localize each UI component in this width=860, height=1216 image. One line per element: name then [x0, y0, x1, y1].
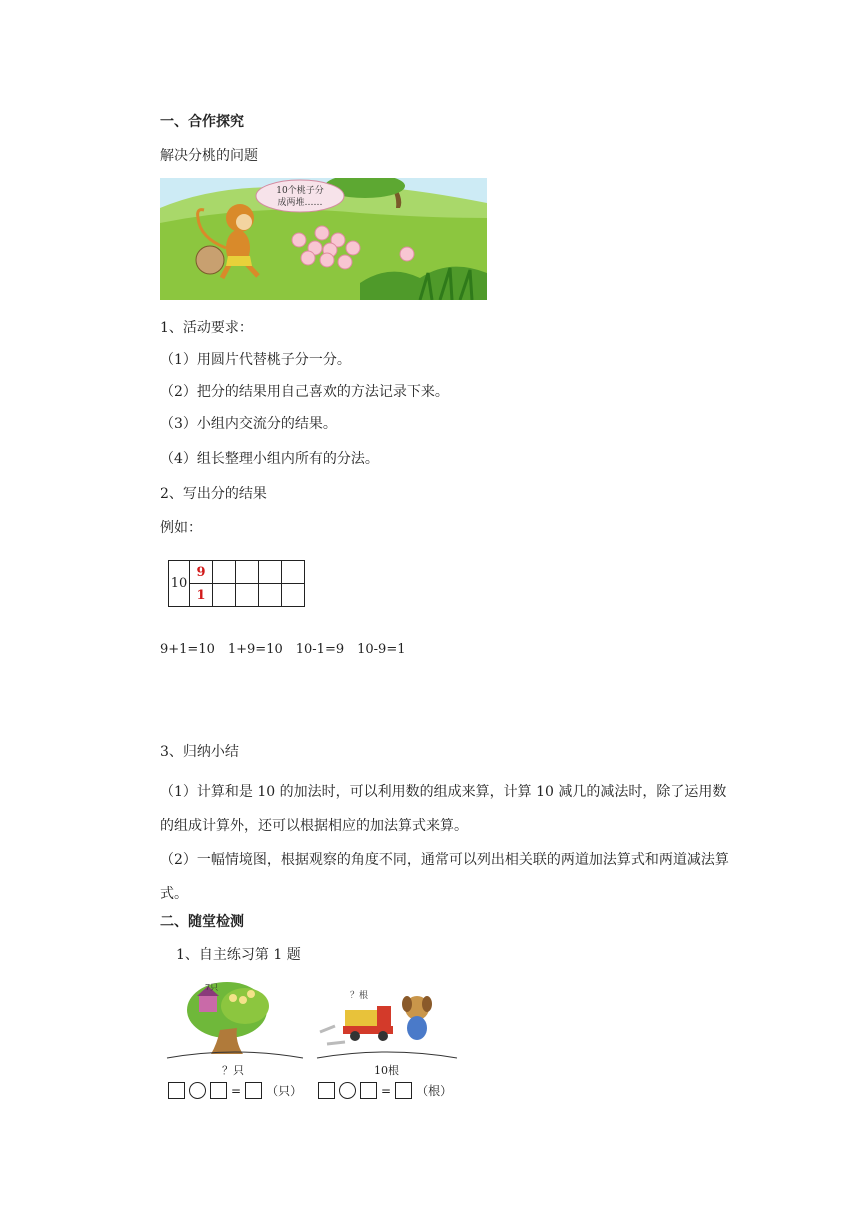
split-empty-cell[interactable]: [236, 584, 259, 607]
number-split-table: [168, 560, 305, 607]
answer-box[interactable]: [395, 1082, 412, 1099]
split-empty-cell[interactable]: [213, 584, 236, 607]
monkey-peach-illustration: [160, 178, 487, 300]
split-empty-cell[interactable]: [259, 584, 282, 607]
activity-item: （2）把分的结果用自己喜欢的方法记录下来。: [160, 384, 449, 400]
answer-box[interactable]: [318, 1082, 335, 1099]
example-label: 例如：: [160, 520, 202, 536]
answer-box[interactable]: [168, 1082, 185, 1099]
left-equation-row: [168, 1082, 302, 1099]
right-equation-row: [318, 1082, 452, 1099]
equals-sign: =: [381, 1083, 392, 1098]
write-results-title: 2、写出分的结果: [160, 486, 267, 502]
summary-title: 3、归纳小结: [160, 744, 239, 760]
split-empty-cell[interactable]: [213, 561, 236, 584]
split-empty-cell[interactable]: [282, 584, 305, 607]
activity-item: （4）组长整理小组内所有的分法。: [160, 451, 379, 467]
summary-point-1: （1）计算和是 10 的加法时，可以利用数的组成来算，计算 10 减几的减法时，除了运用数的组成计算外，还可以根据相应的加法算式来算。: [160, 784, 727, 834]
split-top-part: 9: [190, 561, 213, 584]
tree-scene: [165, 980, 305, 1062]
equals-sign: =: [231, 1083, 242, 1098]
unit-label: （根）: [416, 1084, 453, 1098]
tree-birds-illustration: [165, 980, 305, 1062]
split-bottom-part: 1: [190, 584, 213, 607]
activity-item: （3）小组内交流分的结果。: [160, 416, 337, 432]
monkey-peach-scene: [160, 178, 487, 300]
subtitle-peach-problem: 解决分桃的问题: [160, 148, 258, 164]
split-empty-cell[interactable]: [259, 561, 282, 584]
speech-bubble-line1: 10个桃子分: [276, 186, 324, 196]
answer-box[interactable]: [210, 1082, 227, 1099]
unit-label: （只）: [266, 1084, 303, 1098]
right-brace: [317, 1052, 457, 1058]
answer-box[interactable]: [245, 1082, 262, 1099]
example-equations: 9+1=10 1+9=10 10-1=9 10-9=1: [160, 642, 406, 657]
exercise-title: 1、自主练习第 1 题: [176, 947, 301, 963]
tree-top-label: 7只: [205, 983, 219, 992]
truck-scene: [315, 986, 460, 1062]
answer-box[interactable]: [360, 1082, 377, 1099]
split-empty-cell[interactable]: [236, 561, 259, 584]
summary-point-2: （2）一幅情境图，根据观察的角度不同，通常可以列出相关联的两道加法算式和两道减法算式。: [160, 852, 729, 902]
section-heading-check: 二、随堂检测: [160, 914, 244, 930]
split-empty-cell[interactable]: [282, 561, 305, 584]
activity-item: （1）用圆片代替桃子分一分。: [160, 352, 351, 368]
operator-circle[interactable]: [339, 1082, 356, 1099]
split-total: 10: [169, 561, 190, 607]
truck-dog-illustration: [315, 986, 460, 1062]
right-bottom-label: 10根: [374, 1064, 399, 1077]
operator-circle[interactable]: [189, 1082, 206, 1099]
speech-bubble-line2: 成两堆……: [277, 198, 323, 208]
activity-requirements-title: 1、活动要求：: [160, 320, 253, 336]
truck-top-label: ？根: [350, 991, 369, 1001]
left-bottom-label: ？只: [222, 1064, 244, 1077]
section-heading-cooperate: 一、合作探究: [160, 114, 244, 130]
